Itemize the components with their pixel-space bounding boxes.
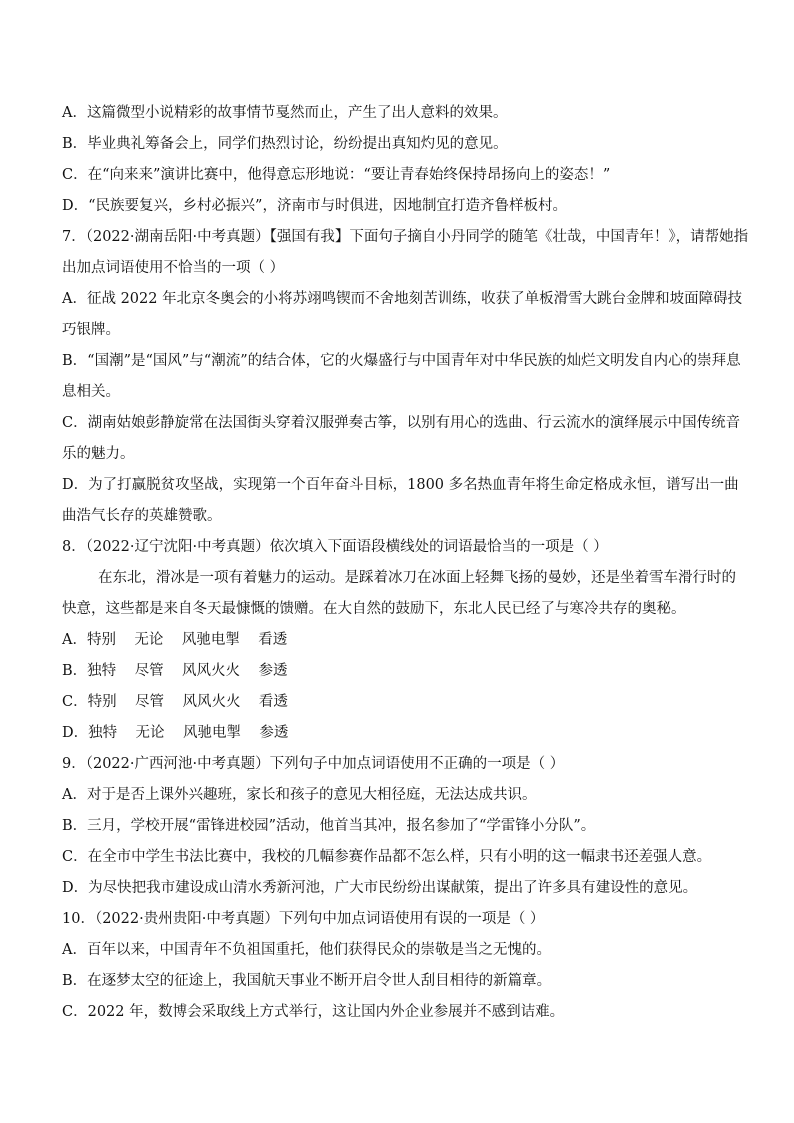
q10-stem: 10．（2022·贵州贵阳·中考真题）下列句中加点词语使用有误的一项是（ ） xyxy=(62,911,545,927)
q8-passage-line2: 快意，这些都是来自冬天最慷慨的馈赠。在大自然的鼓励下，东北人民已经了与寒冷共存的奥秘。 xyxy=(62,601,686,617)
q8-option-d: D．独特 无论 风驰电掣 参透 xyxy=(62,725,289,741)
q8-option-b: B．独特 尽管 风风火火 参透 xyxy=(62,663,288,679)
q7-option-d-line1: D．为了打赢脱贫攻坚战，实现第一个百年奋斗目标，1800 多名热血青年将生命定格成永恒，谱写出一曲 xyxy=(62,477,739,493)
q7-stem-line1: 7．（2022·湖南岳阳·中考真题）【强国有我】下面句子摘自小丹同学的随笔《壮哉，中国青年！》，请帮她指 xyxy=(62,229,749,245)
q10-option-c: C．2022 年，数博会采取线上方式举行，这让国内外企业参展并不感到诘难。 xyxy=(62,1004,565,1020)
q6-option-a: A．这篇微型小说精彩的故事情节戛然而止，产生了出人意料的效果。 xyxy=(62,105,508,121)
q9-stem: 9．（2022·广西河池·中考真题）下列句子中加点词语使用不正确的一项是（ ） xyxy=(62,756,565,772)
q6-option-c: C．在“向来来”演讲比赛中，他得意忘形地说：“要让青春始终保持昂扬向上的姿态！” xyxy=(62,167,611,183)
q9-option-b: B．三月，学校开展“雷锋进校园”活动，他首当其冲，报名参加了“学雷锋小分队”。 xyxy=(62,818,596,834)
q7-option-b-line2: 息相关。 xyxy=(62,384,120,400)
q9-option-c: C．在全市中学生书法比赛中，我校的几幅参赛作品都不怎么样，只有小明的这一幅隶书还差强人意。 xyxy=(62,849,712,865)
q10-option-a: A．百年以来，中国青年不负祖国重托，他们获得民众的崇敬是当之无愧的。 xyxy=(62,942,551,958)
q9-option-d: D．为尽快把我市建设成山清水秀新河池，广大市民纷纷出谋献策，提出了许多具有建设性的意见。 xyxy=(62,880,698,896)
q8-stem: 8．（2022·辽宁沈阳·中考真题）依次填入下面语段横线处的词语最恰当的一项是（ ） xyxy=(62,539,608,555)
q8-passage-line1: 在东北，滑冰是一项有着魅力的运动。是踩着冰刀在冰面上轻舞飞扬的曼妙，还是坐着雪车滑行时的 xyxy=(98,570,736,586)
q6-option-d: D．“民族要复兴，乡村必振兴”，济南市与时俱进，因地制宜打造齐鲁样板村。 xyxy=(62,198,567,214)
q7-option-c-line1: C．湖南姑娘彭静旋常在法国街头穿着汉服弹奏古筝，以别有用心的选曲、行云流水的演绎展示中国传统音 xyxy=(62,415,741,431)
q10-option-b: B．在逐梦太空的征途上，我国航天事业不断开启令世人刮目相待的新篇章。 xyxy=(62,973,552,989)
q7-option-a-line1: A．征战 2022 年北京冬奥会的小将苏翊鸣锲而不舍地刻苦训练，收获了单板滑雪大跳台金牌和坡面障碍技 xyxy=(62,291,743,307)
q7-option-b-line1: B．“国潮”是“国风”与“潮流”的结合体，它的火爆盛行与中国青年对中华民族的灿烂文明发自内心的崇拜息 xyxy=(62,353,741,369)
q7-option-d-line2: 曲浩气长存的英雄赞歌。 xyxy=(62,508,222,524)
q7-option-c-line2: 乐的魅力。 xyxy=(62,446,135,462)
q7-stem-line2: 出加点词语使用不恰当的一项（ ） xyxy=(62,260,285,276)
q9-option-a: A．对于是否上课外兴趣班，家长和孩子的意见大相径庭，无法达成共识。 xyxy=(62,787,537,803)
q7-option-a-line2: 巧银牌。 xyxy=(62,322,120,338)
q6-option-b: B．毕业典礼筹备会上，同学们热烈讨论，纷纷提出真知灼见的意见。 xyxy=(62,136,508,152)
q8-option-c: C．特别 尽管 风风火火 看透 xyxy=(62,694,288,710)
q8-option-a: A．特别 无论 风驰电掣 看透 xyxy=(62,632,288,648)
